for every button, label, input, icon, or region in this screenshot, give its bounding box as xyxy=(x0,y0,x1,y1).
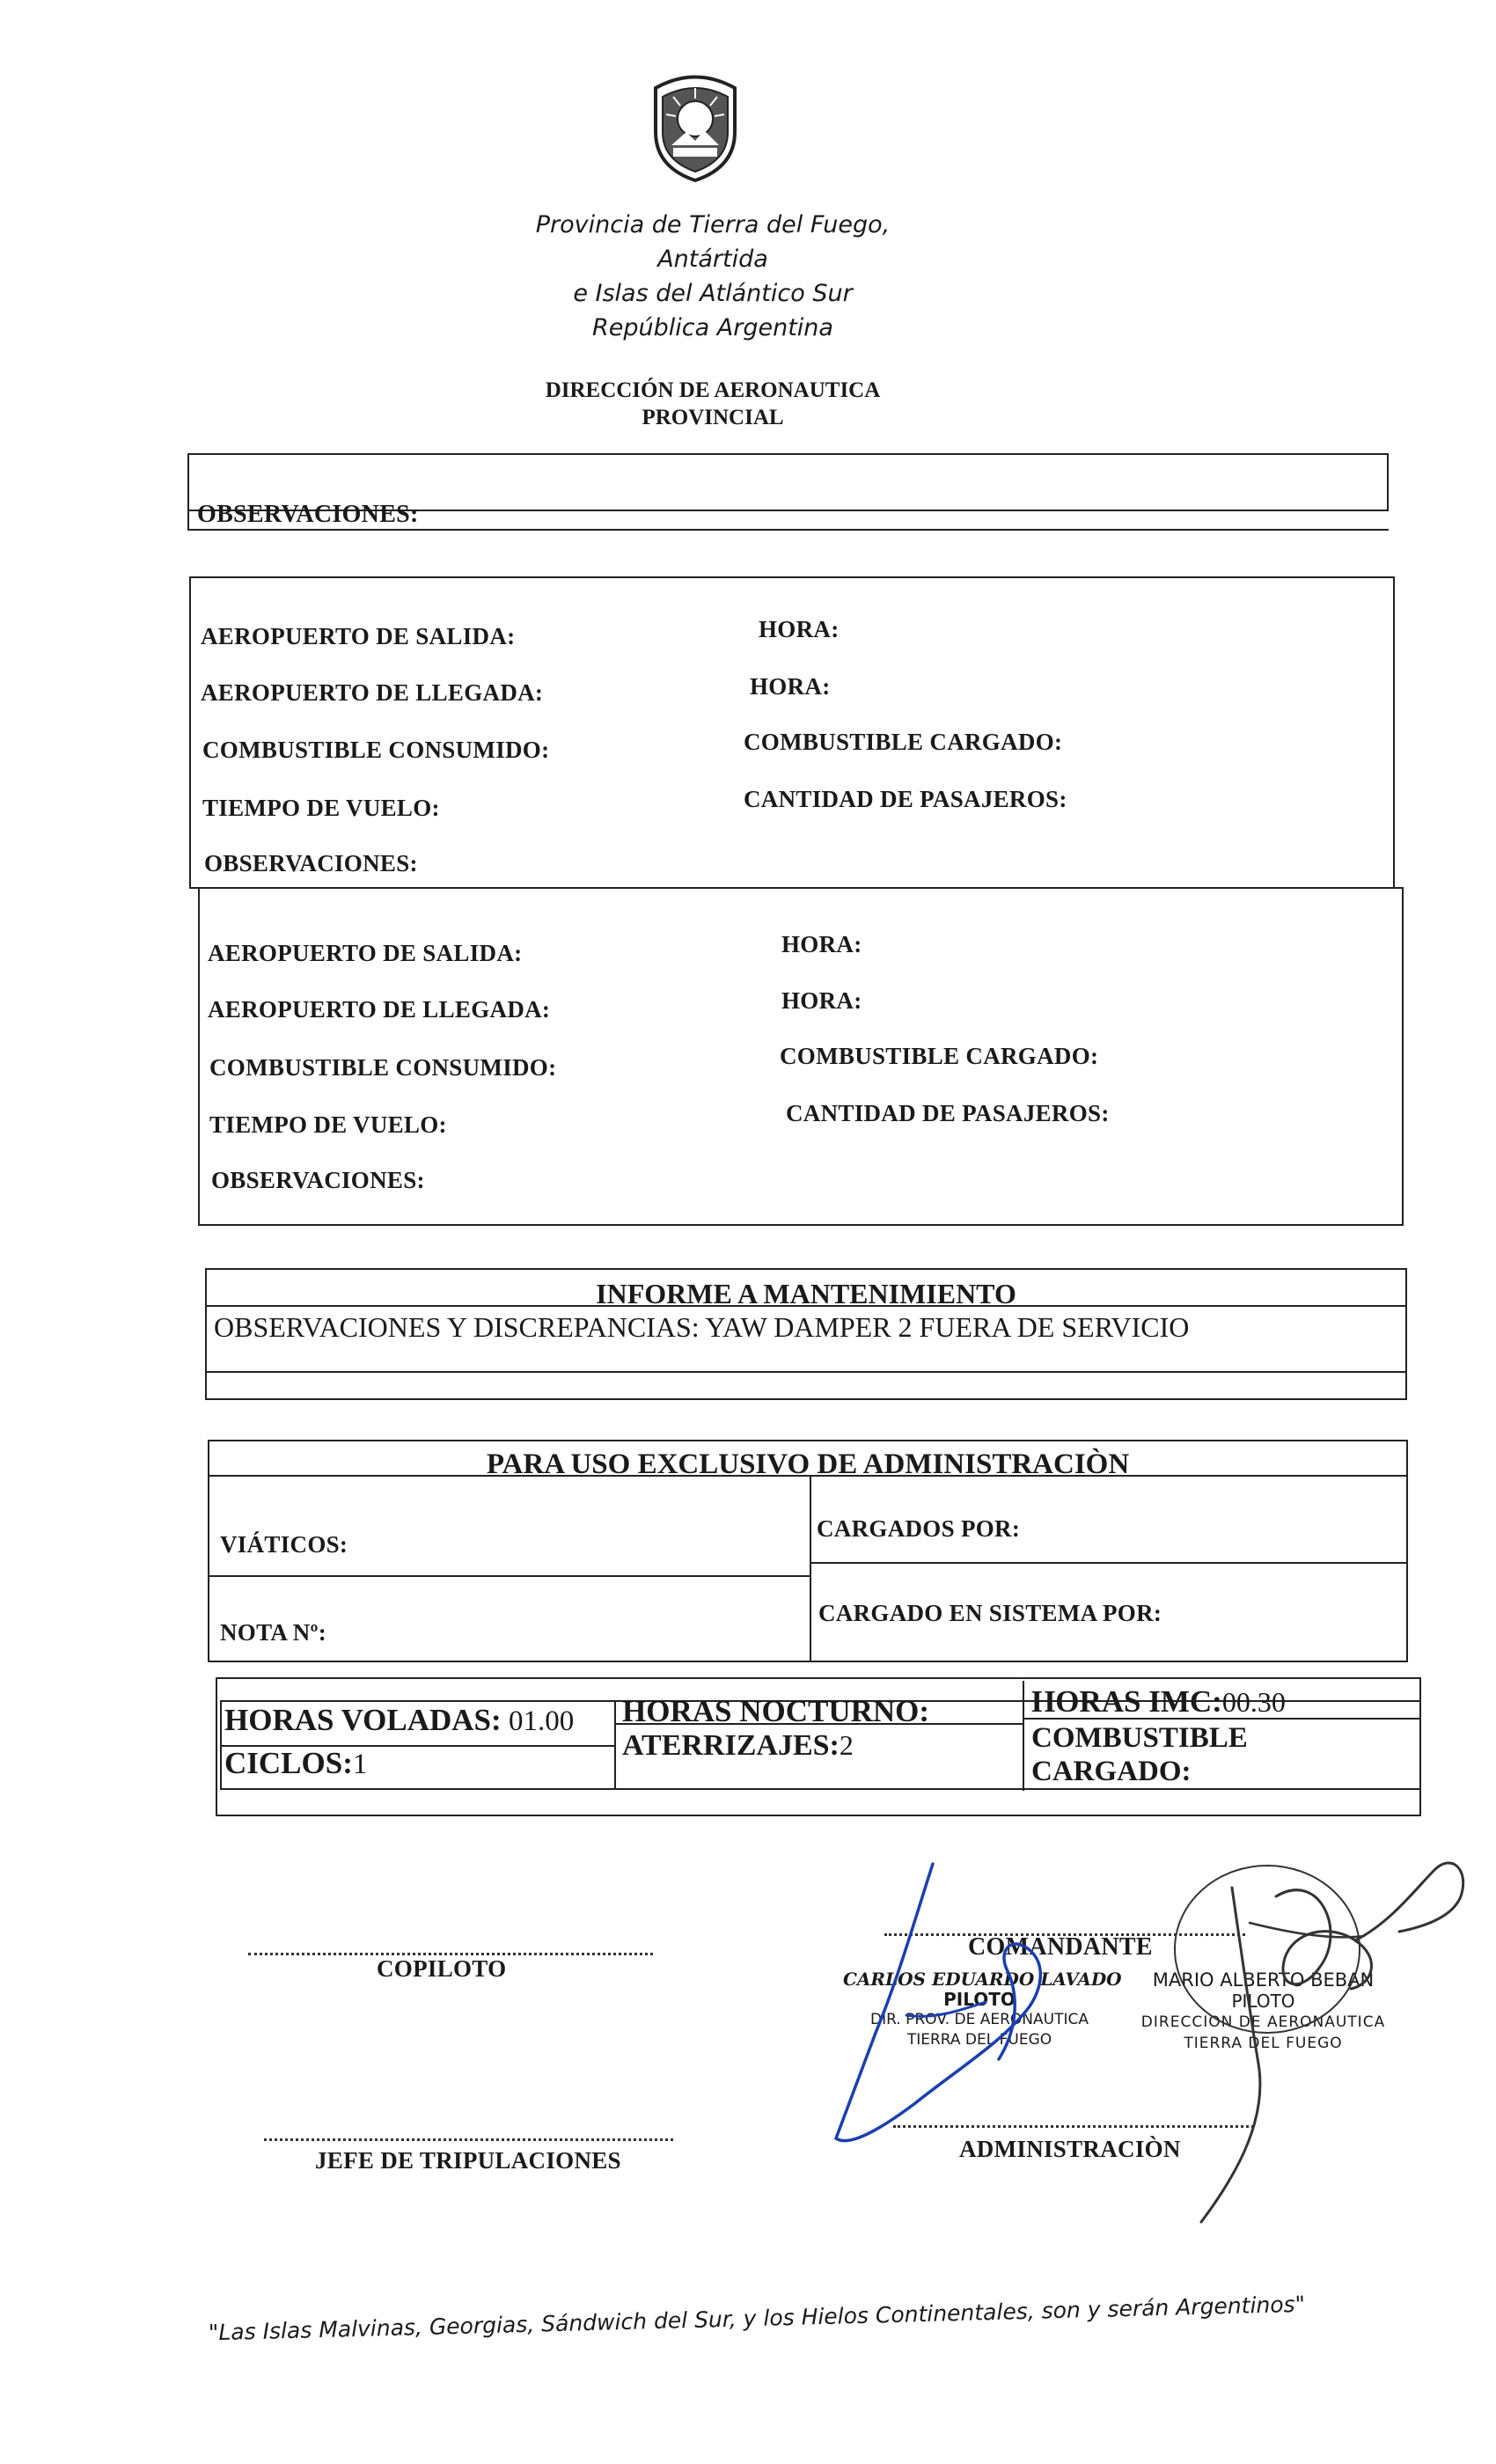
flight1-observaciones: OBSERVACIONES: xyxy=(204,850,418,876)
department-line: PROVINCIAL xyxy=(642,406,784,429)
administracion-viaticos: VIÁTICOS: xyxy=(220,1531,348,1558)
aterrizajes-value: 2 xyxy=(839,1729,854,1761)
administracion-signature-label: ADMINISTRACIÒN xyxy=(959,2136,1181,2162)
mantenimiento-obs-line xyxy=(205,1371,1407,1373)
handwritten-signature-2-icon xyxy=(1153,1835,1496,2240)
ciclos-label: CICLOS: xyxy=(224,1746,353,1780)
province-line: Antártida xyxy=(657,246,768,273)
administracion-cargado-sistema: CARGADO EN SISTEMA POR: xyxy=(818,1600,1162,1626)
observaciones-top-label: OBSERVACIONES: xyxy=(197,501,419,528)
horas-imc xyxy=(1031,1684,1286,1720)
province-line: República Argentina xyxy=(592,314,833,341)
department-line: DIRECCIÓN DE AERONAUTICA xyxy=(545,378,881,402)
administracion-row-line xyxy=(810,1562,1408,1564)
administracion-title: PARA USO EXCLUSIVO DE ADMINISTRACIÒN xyxy=(486,1448,1130,1480)
horas-imc-label: HORAS IMC: xyxy=(1031,1684,1222,1719)
ciclos-value: 1 xyxy=(352,1749,368,1780)
mantenimiento-observaciones: OBSERVACIONES Y DISCREPANCIAS: YAW DAMPER 2 FUERA DE SERVICIO xyxy=(214,1311,1190,1343)
stamp1-place: TIERRA DEL FUEGO xyxy=(906,2031,1052,2049)
mantenimiento-title: INFORME A MANTENIMIENTO xyxy=(596,1278,1016,1309)
aterrizajes-label: ATERRIZAJES: xyxy=(622,1729,840,1762)
combustible-line-1: COMBUSTIBLE xyxy=(1031,1722,1248,1754)
stamp1-role: PILOTO xyxy=(943,1989,1016,2010)
province-line: Provincia de Tierra del Fuego, xyxy=(535,211,891,238)
flight2-combustible-consumido: COMBUSTIBLE CONSUMIDO: xyxy=(209,1054,557,1081)
administracion-cargados-por: CARGADOS POR: xyxy=(817,1515,1021,1542)
flight1-cantidad-pasajeros: CANTIDAD DE PASAJEROS: xyxy=(744,786,1067,812)
stamp2-name: MARIO ALBERTO BEBAN xyxy=(1152,1969,1375,1991)
flight2-hora-salida: HORA: xyxy=(781,931,862,957)
flight1-hora-llegada: HORA: xyxy=(750,673,831,700)
flight2-aeropuerto-llegada: AEROPUERTO DE LLEGADA: xyxy=(208,996,551,1023)
ciclos xyxy=(224,1746,367,1781)
department-heading xyxy=(440,377,986,431)
flight2-observaciones: OBSERVACIONES: xyxy=(211,1167,425,1193)
administracion-row-line-left xyxy=(208,1575,810,1577)
stamp2-dept: DIRECCION DE AERONAUTICA xyxy=(1140,2013,1386,2031)
aterrizajes xyxy=(622,1729,854,1763)
horas-column-2 xyxy=(1023,1681,1024,1791)
jefe-signature-line xyxy=(264,2138,673,2141)
handwritten-signature-1-icon xyxy=(810,1857,1126,2156)
flight1-aeropuerto-llegada: AEROPUERTO DE LLEGADA: xyxy=(201,679,544,706)
flight1-combustible-consumido: COMBUSTIBLE CONSUMIDO: xyxy=(202,737,550,763)
stamp2-place: TIERRA DEL FUEGO xyxy=(1184,2035,1343,2052)
stamp1-dept: DIR. PROV. DE AERONAUTICA xyxy=(870,2011,1089,2028)
horas-voladas-label: HORAS VOLADAS: xyxy=(224,1703,502,1737)
observaciones-top-side xyxy=(187,510,189,530)
flight1-combustible-cargado: COMBUSTIBLE CARGADO: xyxy=(744,729,1063,755)
horas-voladas xyxy=(224,1703,574,1738)
province-coat-of-arms-icon xyxy=(647,70,744,185)
flight1-aeropuerto-salida: AEROPUERTO DE SALIDA: xyxy=(201,623,516,649)
horas-imc-value: 00.30 xyxy=(1221,1686,1286,1718)
copiloto-label: COPILOTO xyxy=(377,1955,507,1982)
flight2-aeropuerto-salida: AEROPUERTO DE SALIDA: xyxy=(208,940,523,966)
flight1-hora-salida: HORA: xyxy=(759,616,840,642)
combustible-cargado-label xyxy=(1031,1721,1248,1788)
flight2-hora-llegada: HORA: xyxy=(781,987,862,1014)
flight2-combustible-cargado: COMBUSTIBLE CARGADO: xyxy=(780,1043,1099,1069)
horas-voladas-value: 01.00 xyxy=(501,1705,575,1737)
footer-quote: "Las Islas Malvinas, Georgias, Sándwich del Sur, y los Hielos Continentales, son y serán Argentinos" xyxy=(208,2291,1306,2346)
flight1-tiempo-vuelo: TIEMPO DE VUELO: xyxy=(202,795,440,821)
flight2-cantidad-pasajeros: CANTIDAD DE PASAJEROS: xyxy=(786,1100,1110,1126)
administracion-column-line xyxy=(810,1475,811,1662)
province-heading xyxy=(440,208,986,345)
administracion-nota: NOTA Nº: xyxy=(220,1619,327,1646)
horas-nocturno-label: HORAS NOCTURNO: xyxy=(622,1694,930,1728)
flight2-tiempo-vuelo: TIEMPO DE VUELO: xyxy=(209,1111,447,1138)
stamp1-name: CARLOS EDUARDO LAVADO xyxy=(843,1969,1122,1990)
comandante-label: COMANDANTE xyxy=(968,1933,1153,1961)
province-line: e Islas del Atlántico Sur xyxy=(573,280,853,307)
stamp2-role: PILOTO xyxy=(1231,1991,1295,2012)
jefe-label: JEFE DE TRIPULACIONES xyxy=(315,2147,621,2174)
combustible-line-2: CARGADO: xyxy=(1031,1756,1192,1787)
observaciones-top-line xyxy=(187,529,1389,531)
